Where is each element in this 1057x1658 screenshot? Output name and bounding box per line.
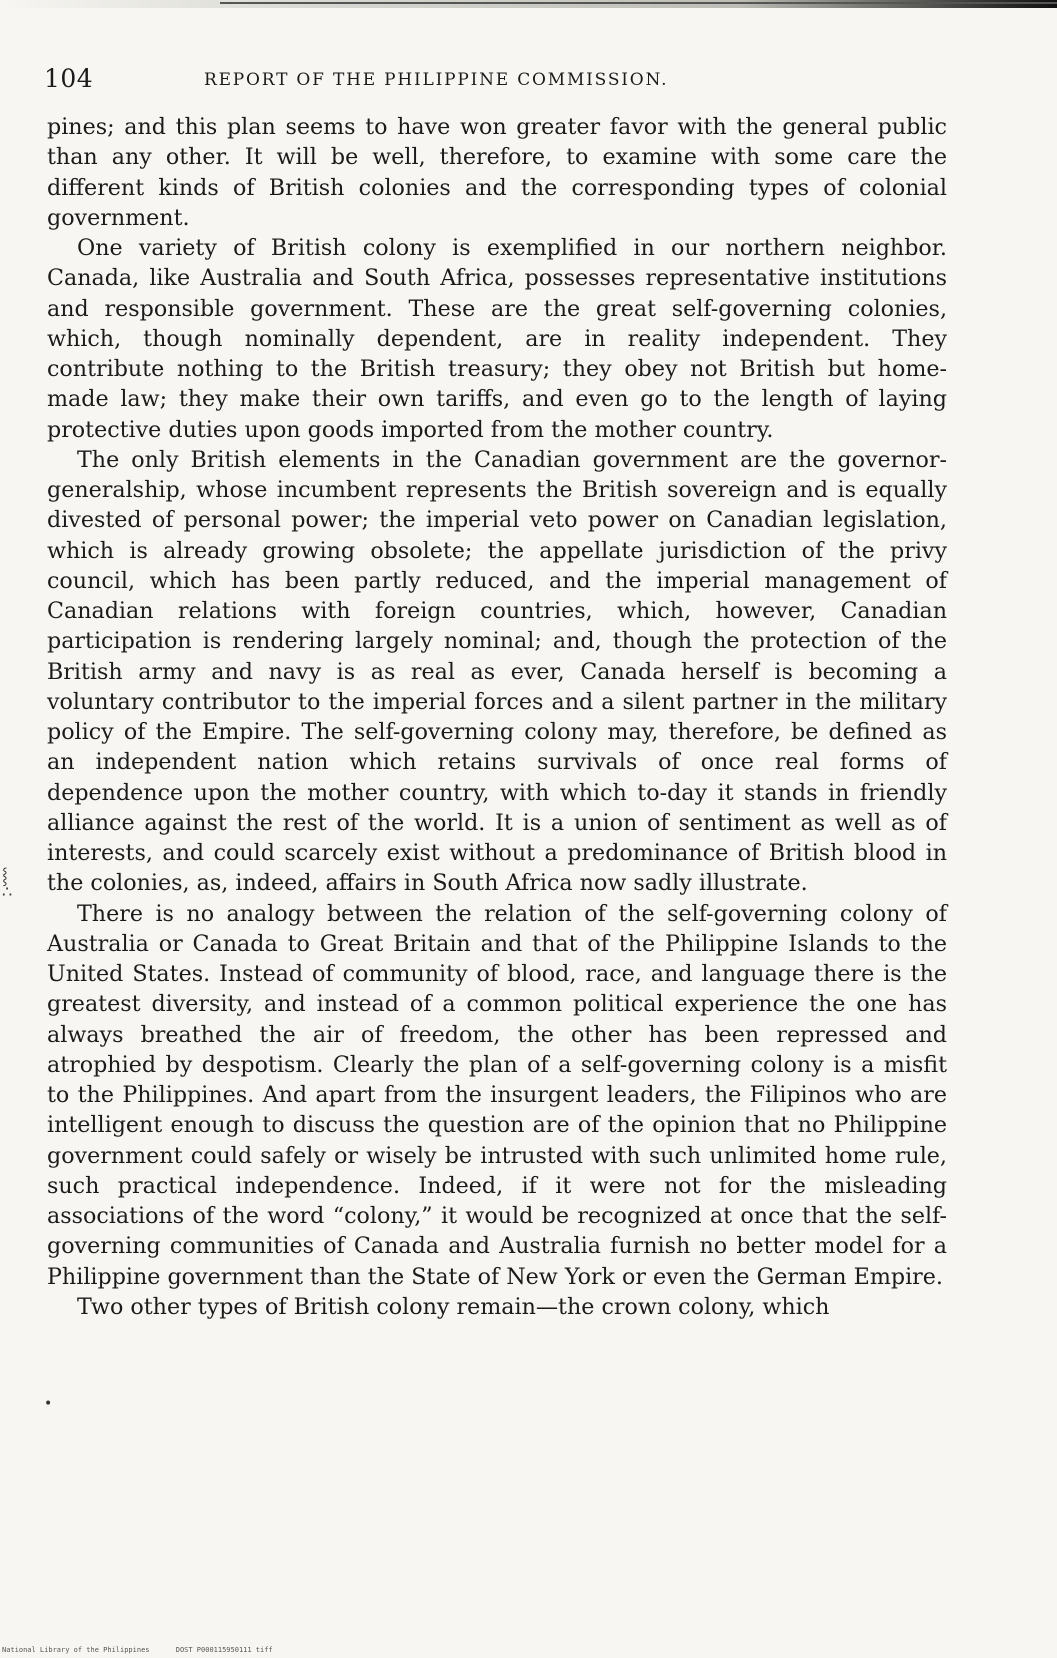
page-header	[44, 64, 944, 98]
scan-top-rule	[220, 2, 1057, 4]
paragraph-5: Two other types of British colony remain—the crown colony, which	[77, 1293, 830, 1320]
page-body	[47, 112, 947, 1322]
paragraph-4: There is no analogy between the relation of the self-governing colony of Australia or Canada to Great Britain and that of the Philippine Islands to the United States. Instead of community of blood, race, and language there is the greatest diversity, and instead of a common political experience the one has always breathed the air of freedom, the other has been repressed and atrophied by despotism. Clearly the plan of a self-governing colony is a misfit to the Philippines. And apart from the insurgent leaders, the Filipinos who are intelligent enough to discuss the question are of the opinion that no Philippine government could safely or wisely be intrusted with such unlimited home rule, such practical independence. Indeed, if it were not for the misleading associations of the word “colony,” it would be recognized at once that the self-governing communities of Canada and Australia furnish no better model for a Philippine government than the State of New York or even the German Empire.	[47, 900, 947, 1290]
footer-library: National Library of the Philippines	[2, 1646, 150, 1654]
paragraph-3: The only British elements in the Canadian government are the governor-generalship, whose incumbent represents the British sovereign and is equally divested of personal power; the imperial veto power on Canadian legislation, which is already growing obsolete; the appellate jurisdiction of the privy council, which has been partly reduced, and the imperial management of Canadian relations with foreign countries, which, however, Canadian participation is rendering largely nominal; and, though the protection of the British army and navy is as real as ever, Canada herself is becoming a voluntary contributor to the imperial forces and a silent partner in the military policy of the Empire. The self-governing colony may, therefore, be defined as an independent nation which retains survivals of once real forms of dependence upon the mother country, with which to-day it stands in friendly alliance against the rest of the world. It is a union of sentiment as well as of interests, and could scarcely exist without a predominance of British blood in the colonies, as, indeed, affairs in South Africa now sadly illustrate.	[47, 446, 947, 897]
paragraph-1: pines; and this plan seems to have won greater favor with the general public than any other. It will be well, therefore, to examine with some care the different kinds of British colonies and the corresponding types of colonial government.	[47, 114, 947, 231]
margin-smudge-mark: ⸾ ∴	[2, 866, 13, 901]
paragraph-2: One variety of British colony is exemplified in our northern neighbor. Canada, like Australia and South Africa, possesses representative institutions and responsible government. These are the great self-governing colonies, which, though nominally dependent, are in reality independent. They contribute nothing to the British treasury; they obey not British but home-made law; they make their own tariffs, and even go to the length of laying protective duties upon goods imported from the mother country.	[47, 235, 947, 443]
scan-footer	[2, 1646, 295, 1654]
page-number: 104	[44, 64, 94, 93]
running-head: REPORT OF THE PHILIPPINE COMMISSION.	[204, 70, 669, 90]
footer-file-id: DOST P000115950111 tiff	[175, 1646, 273, 1654]
margin-dot-mark: •	[44, 1396, 53, 1412]
